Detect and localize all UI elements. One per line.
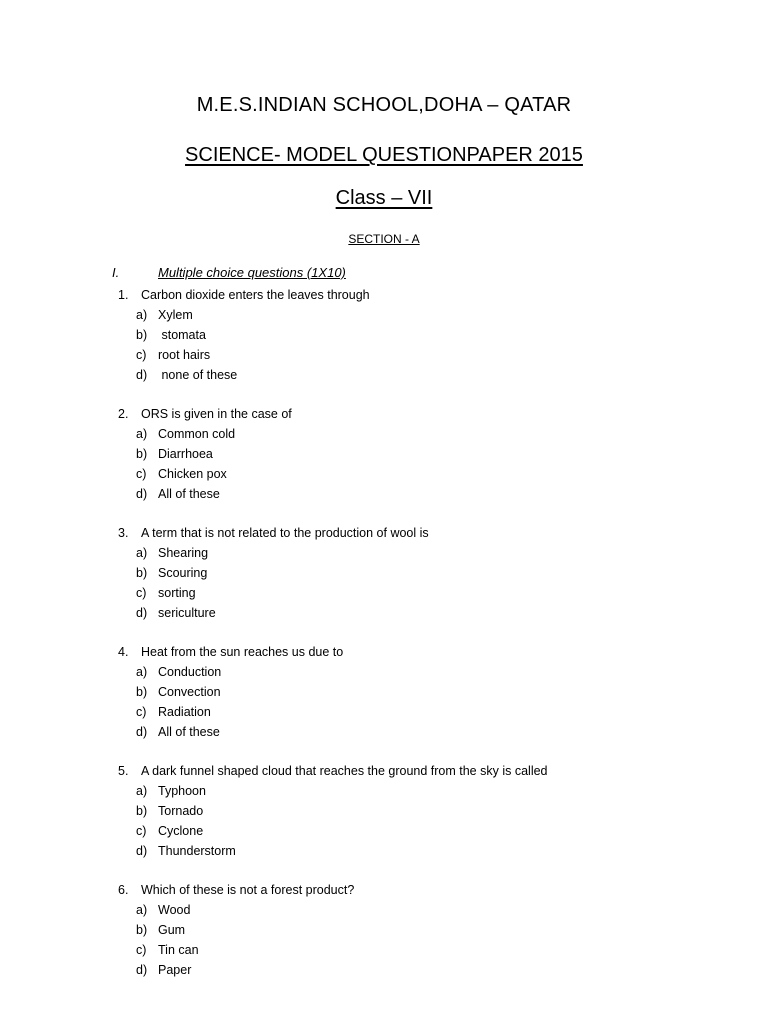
option-text: root hairs (158, 348, 211, 362)
option-letter: b) (136, 328, 148, 342)
option-item (118, 365, 738, 385)
option-item (118, 900, 738, 920)
option-item (118, 960, 738, 980)
option-letter: c) (136, 943, 147, 957)
option-item (118, 603, 738, 623)
question-list (118, 285, 738, 999)
paper-title-text: SCIENCE- MODEL QUESTIONPAPER 2015 (185, 144, 583, 166)
option-item (118, 781, 738, 801)
question-item (118, 285, 738, 385)
option-letter: a) (136, 546, 148, 560)
option-letter: a) (136, 665, 148, 679)
option-text: Common cold (158, 427, 236, 441)
option-text: Diarrhoea (158, 447, 213, 461)
option-letter: a) (136, 784, 148, 798)
option-item (118, 940, 738, 960)
option-letter: c) (136, 586, 147, 600)
question-number: 3. (118, 526, 129, 540)
question-text: A term that is not related to the production of wool is (141, 526, 429, 540)
option-text: Gum (158, 923, 186, 937)
question-text: Which of these is not a forest product? (141, 883, 355, 897)
option-item (118, 563, 738, 583)
option-text: Typhoon (158, 784, 206, 798)
option-item (118, 543, 738, 563)
question-number: 5. (118, 764, 129, 778)
part-title: Multiple choice questions (1X10) (158, 265, 346, 280)
option-letter: a) (136, 903, 148, 917)
option-item (118, 444, 738, 464)
option-letter: b) (136, 923, 148, 937)
option-item (118, 583, 738, 603)
option-item (118, 662, 738, 682)
option-letter: d) (136, 844, 148, 858)
option-text: Convection (158, 685, 221, 699)
option-text: Paper (158, 963, 192, 977)
question-line (118, 404, 738, 424)
option-item (118, 801, 738, 821)
question-number: 4. (118, 645, 129, 659)
option-item (118, 424, 738, 444)
question-line (118, 523, 738, 543)
question-item (118, 761, 738, 861)
option-text: Wood (158, 903, 191, 917)
option-text: none of these (158, 368, 238, 382)
question-text: ORS is given in the case of (141, 407, 292, 421)
section-heading (0, 232, 768, 246)
option-text: sericulture (158, 606, 216, 620)
option-item (118, 821, 738, 841)
part-roman-numeral: I. (112, 265, 120, 280)
option-letter: a) (136, 308, 148, 322)
option-letter: d) (136, 368, 148, 382)
option-item (118, 722, 738, 742)
question-line (118, 761, 738, 781)
paper-title-heading (0, 144, 768, 167)
option-letter: d) (136, 725, 148, 739)
option-text: All of these (158, 725, 220, 739)
question-item (118, 642, 738, 742)
class-heading (0, 187, 768, 210)
option-text: All of these (158, 487, 220, 501)
option-item (118, 305, 738, 325)
question-text: Heat from the sun reaches us due to (141, 645, 344, 659)
option-text: Cyclone (158, 824, 204, 838)
option-item (118, 702, 738, 722)
question-number: 6. (118, 883, 129, 897)
question-text: A dark funnel shaped cloud that reaches the ground from the sky is called (141, 764, 548, 778)
option-text: sorting (158, 586, 196, 600)
option-letter: b) (136, 566, 148, 580)
question-line (118, 285, 738, 305)
class-text: Class – VII (335, 187, 433, 209)
question-number: 1. (118, 288, 129, 302)
option-text: Tin can (158, 943, 199, 957)
option-letter: c) (136, 705, 147, 719)
option-item (118, 920, 738, 940)
option-text: Xylem (158, 308, 193, 322)
question-text: Carbon dioxide enters the leaves through (141, 288, 370, 302)
question-item (118, 523, 738, 623)
option-item (118, 682, 738, 702)
question-line (118, 642, 738, 662)
option-text: Thunderstorm (158, 844, 236, 858)
option-text: stomata (158, 328, 206, 342)
option-letter: c) (136, 824, 147, 838)
option-letter: d) (136, 963, 148, 977)
option-letter: a) (136, 427, 148, 441)
option-text: Radiation (158, 705, 211, 719)
option-item (118, 345, 738, 365)
question-item (118, 880, 738, 980)
option-text: Chicken pox (158, 467, 227, 481)
option-letter: b) (136, 447, 148, 461)
option-letter: b) (136, 685, 148, 699)
question-number: 2. (118, 407, 129, 421)
option-text: Scouring (158, 566, 208, 580)
school-name-heading: M.E.S.INDIAN SCHOOL,DOHA – QATAR (196, 94, 572, 116)
option-item (118, 484, 738, 504)
section-text: SECTION - A (348, 232, 420, 246)
option-letter: d) (136, 606, 148, 620)
option-text: Shearing (158, 546, 209, 560)
option-text: Tornado (158, 804, 204, 818)
option-letter: b) (136, 804, 148, 818)
option-item (118, 464, 738, 484)
option-text: Conduction (158, 665, 222, 679)
part-heading (112, 265, 346, 280)
option-letter: c) (136, 348, 147, 362)
option-letter: d) (136, 487, 148, 501)
option-item (118, 841, 738, 861)
option-letter: c) (136, 467, 147, 481)
question-line (118, 880, 738, 900)
question-item (118, 404, 738, 504)
option-item (118, 325, 738, 345)
